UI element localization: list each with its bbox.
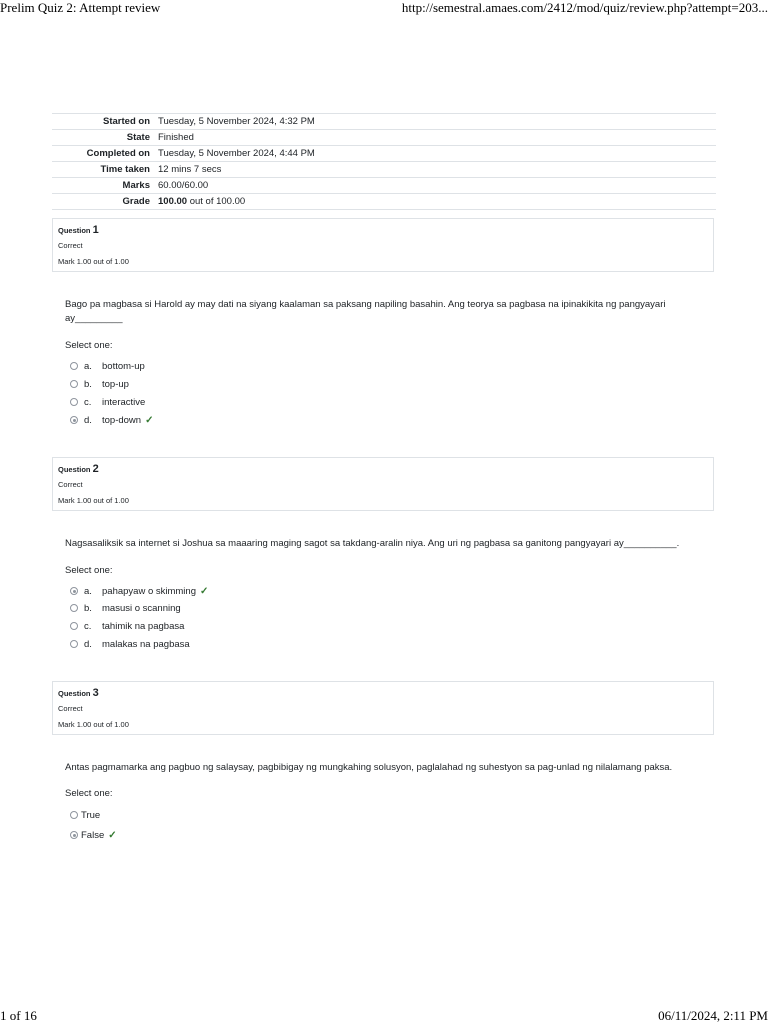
- answer-label: interactive: [102, 396, 146, 408]
- summary-value: Tuesday, 5 November 2024, 4:32 PM: [154, 114, 716, 130]
- question-number: Question 3: [58, 687, 99, 699]
- grade-total: out of 100.00: [187, 196, 246, 207]
- summary-label: Marks: [52, 178, 154, 194]
- check-icon: ✓: [108, 829, 117, 841]
- radio-button[interactable]: [70, 811, 78, 819]
- summary-row: [52, 178, 716, 194]
- answer-option[interactable]: b. masusi o scanning: [70, 601, 181, 615]
- summary-label: Time taken: [52, 162, 154, 178]
- check-icon: ✓: [145, 414, 154, 426]
- answer-option[interactable]: d. malakas na pagbasa: [70, 637, 190, 651]
- attempt-summary-table: [52, 113, 716, 210]
- question-state: Correct: [58, 241, 83, 250]
- answer-label: tahimik na pagbasa: [102, 620, 185, 632]
- check-icon: ✓: [200, 585, 209, 597]
- answer-option-selected[interactable]: d. top-down ✓: [70, 413, 153, 427]
- answer-option[interactable]: c. interactive: [70, 395, 145, 409]
- radio-button[interactable]: [70, 398, 78, 406]
- question-info-3: [52, 681, 714, 735]
- answer-option[interactable]: [70, 808, 100, 822]
- print-footer: [0, 1008, 768, 1024]
- summary-value: [154, 194, 716, 210]
- answer-label: top-up: [102, 378, 129, 390]
- summary-row: [52, 114, 716, 130]
- page-title: Prelim Quiz 2: Attempt review: [0, 0, 161, 15]
- question-text: Nagsasaliksik sa internet si Joshua sa maaaring maging sagot sa takdang-aralin niya. Ang uri ng pagbasa sa ganitong pangyayari ay__________.: [65, 538, 680, 549]
- summary-row: [52, 146, 716, 162]
- select-one-prompt: Select one:: [65, 340, 113, 351]
- answer-option-selected[interactable]: [70, 828, 117, 842]
- print-header: [0, 0, 768, 16]
- radio-button[interactable]: [70, 604, 78, 612]
- question-number: Question 1: [58, 224, 99, 236]
- radio-button[interactable]: [70, 380, 78, 388]
- answer-label: top-down: [102, 414, 142, 426]
- answer-label: pahapyaw o skimming: [102, 585, 196, 597]
- summary-value: 12 mins 7 secs: [154, 162, 716, 178]
- radio-button-checked[interactable]: [70, 587, 78, 595]
- question-grade: Mark 1.00 out of 1.00: [58, 257, 129, 266]
- question-info-1: [52, 218, 714, 272]
- page-url: http://semestral.amaes.com/2412/mod/quiz/review.php?attempt=203...: [401, 0, 768, 15]
- answer-label: False: [81, 829, 105, 841]
- summary-value: Tuesday, 5 November 2024, 4:44 PM: [154, 146, 716, 162]
- summary-label: Completed on: [52, 146, 154, 162]
- radio-button-checked[interactable]: [70, 831, 78, 839]
- answer-label: masusi o scanning: [102, 602, 181, 614]
- select-one-prompt: Select one:: [65, 565, 113, 576]
- page-count: 1 of 16: [0, 1008, 37, 1023]
- grade-value: 100.00: [158, 196, 188, 207]
- print-datetime: 06/11/2024, 2:11 PM: [658, 1008, 768, 1023]
- summary-value: Finished: [154, 130, 716, 146]
- question-number: Question 2: [58, 463, 99, 475]
- radio-button[interactable]: [70, 622, 78, 630]
- radio-button[interactable]: [70, 362, 78, 370]
- radio-button-checked[interactable]: [70, 416, 78, 424]
- summary-row: [52, 162, 716, 178]
- question-info-2: [52, 457, 714, 511]
- answer-label: bottom-up: [102, 360, 145, 372]
- answer-option[interactable]: c. tahimik na pagbasa: [70, 619, 184, 633]
- question-text: Antas pagmamarka ang pagbuo ng salaysay, pagbibigay ng mungkahing solusyon, paglalahad ng suhestyon sa pag-unlad ng nilalamang paksa.: [65, 762, 673, 773]
- summary-row: [52, 194, 716, 210]
- summary-row: [52, 130, 716, 146]
- question-state: Correct: [58, 480, 83, 489]
- summary-value: 60.00/60.00: [154, 178, 716, 194]
- question-grade: Mark 1.00 out of 1.00: [58, 720, 129, 729]
- question-grade: Mark 1.00 out of 1.00: [58, 496, 129, 505]
- summary-label: State: [52, 130, 154, 146]
- select-one-prompt: Select one:: [65, 788, 113, 799]
- question-state: Correct: [58, 704, 83, 713]
- answer-label: malakas na pagbasa: [102, 638, 190, 650]
- answer-option[interactable]: a. bottom-up: [70, 359, 145, 373]
- radio-button[interactable]: [70, 640, 78, 648]
- summary-label: Started on: [52, 114, 154, 130]
- answer-option[interactable]: b. top-up: [70, 377, 129, 391]
- question-text: Bago pa magbasa si Harold ay may dati na siyang kaalaman sa paksang napiling basahin. Ang teorya sa pagbasa na ipinakikita ng pangyayari ay_________: [65, 299, 666, 324]
- answer-label: True: [81, 809, 101, 821]
- answer-option-selected[interactable]: a. pahapyaw o skimming ✓: [70, 584, 208, 598]
- summary-label: Grade: [52, 194, 154, 210]
